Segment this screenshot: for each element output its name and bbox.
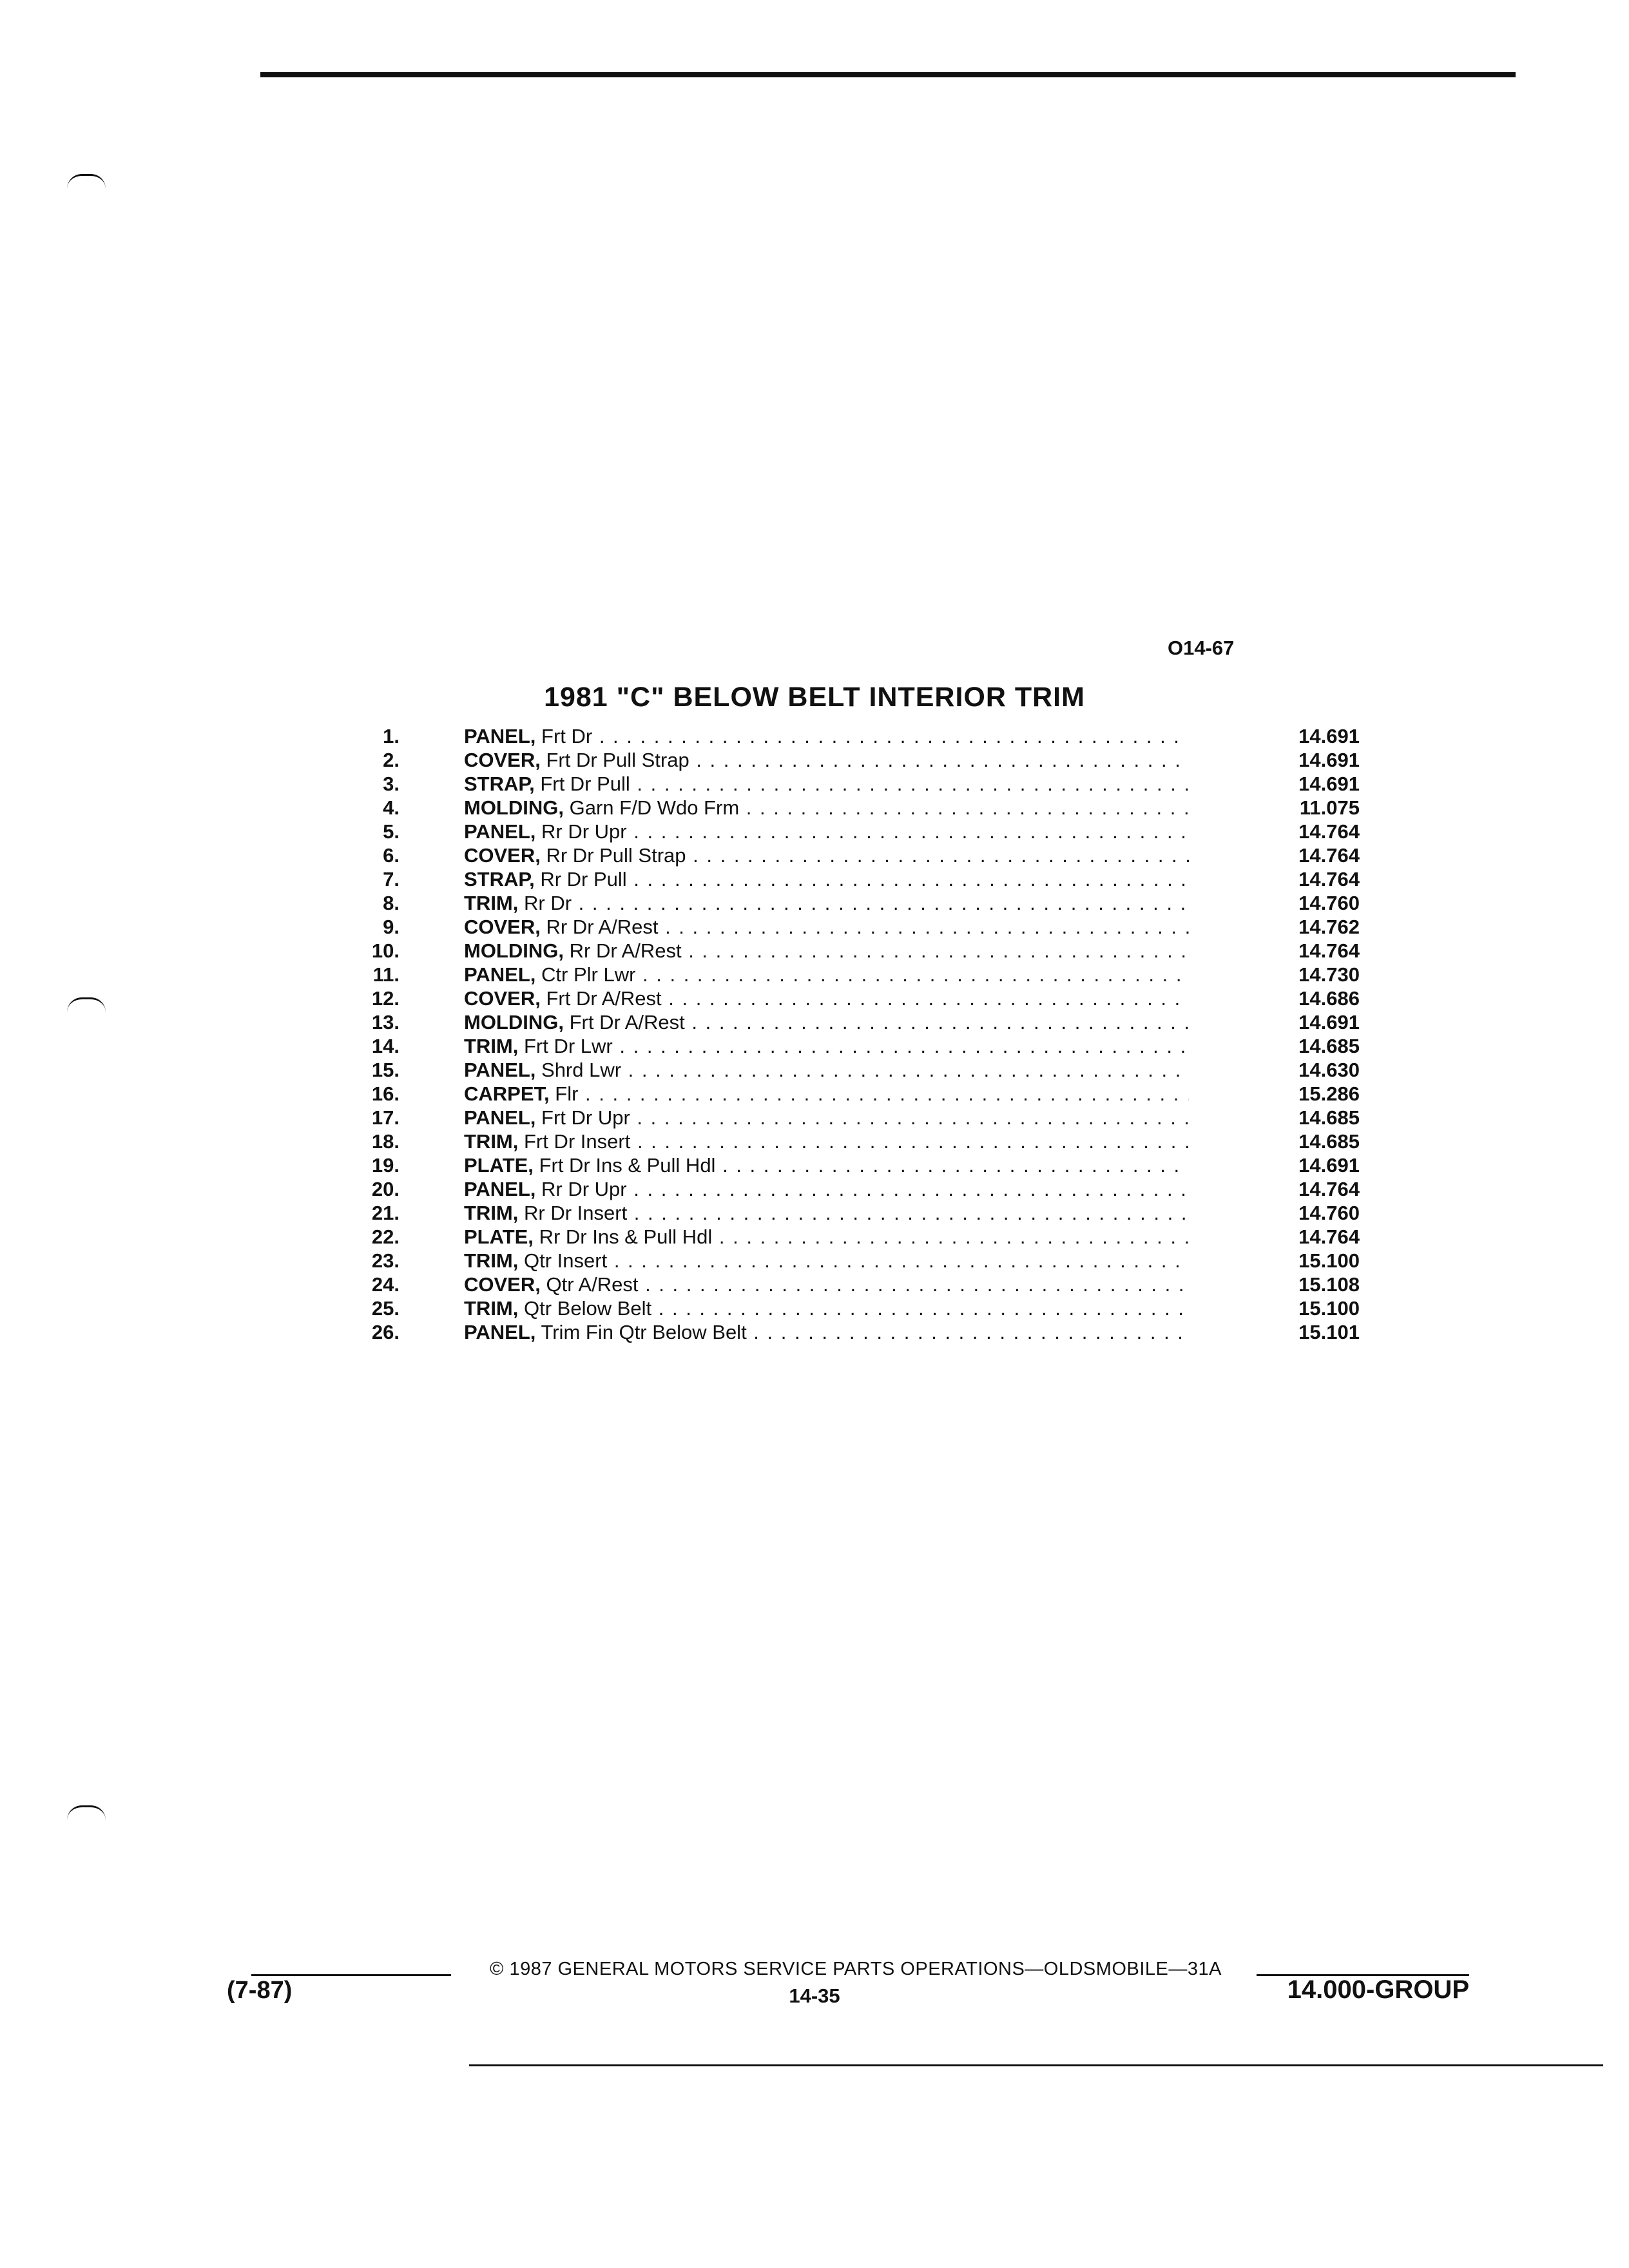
part-detail: Rr Dr bbox=[524, 892, 572, 914]
part-detail: Rr Dr Ins & Pull Hdl bbox=[539, 1225, 713, 1248]
group-reference: 14.764 bbox=[1298, 868, 1360, 890]
part-noun: COVER, bbox=[464, 916, 541, 938]
part-detail: Frt Dr Lwr bbox=[524, 1035, 613, 1057]
group-reference: 14.630 bbox=[1298, 1059, 1360, 1081]
part-noun: TRIM, bbox=[464, 892, 519, 914]
part-noun: TRIM, bbox=[464, 1035, 519, 1057]
part-description bbox=[464, 1273, 1189, 1296]
group-reference: 14.764 bbox=[1298, 939, 1360, 962]
part-detail: Rr Dr Pull Strap bbox=[546, 844, 686, 867]
part-detail: Garn F/D Wdo Frm bbox=[569, 796, 740, 819]
group-reference: 14.760 bbox=[1298, 892, 1360, 914]
item-number: 14. bbox=[371, 1035, 400, 1057]
item-number: 4. bbox=[383, 796, 400, 819]
part-description bbox=[464, 1153, 1189, 1177]
group-reference: 14.760 bbox=[1298, 1202, 1360, 1224]
item-number: 22. bbox=[371, 1225, 400, 1248]
part-noun: STRAP, bbox=[464, 773, 535, 795]
part-noun: PANEL, bbox=[464, 725, 536, 747]
part-description bbox=[464, 1082, 1189, 1106]
part-detail: Frt Dr A/Rest bbox=[546, 987, 662, 1010]
part-detail: Rr Dr Insert bbox=[524, 1202, 628, 1224]
part-detail: Qtr Below Belt bbox=[524, 1297, 652, 1320]
parts-row bbox=[348, 772, 1360, 796]
binder-hole-mark bbox=[67, 997, 106, 1012]
part-description bbox=[464, 891, 1189, 915]
binder-hole-mark bbox=[67, 174, 106, 189]
group-reference: 14.764 bbox=[1298, 1225, 1360, 1248]
item-number: 16. bbox=[371, 1082, 400, 1105]
part-noun: PLATE, bbox=[464, 1154, 534, 1177]
part-description bbox=[464, 1034, 1189, 1058]
item-number: 1. bbox=[383, 725, 400, 747]
part-description bbox=[464, 843, 1189, 867]
part-description bbox=[464, 1320, 1189, 1344]
part-detail: Frt Dr A/Rest bbox=[569, 1011, 685, 1033]
part-detail: Trim Fin Qtr Below Belt bbox=[541, 1321, 747, 1343]
bottom-rule bbox=[469, 2064, 1603, 2066]
parts-row bbox=[348, 1082, 1360, 1106]
item-number: 13. bbox=[371, 1011, 400, 1033]
part-description bbox=[464, 1201, 1189, 1225]
group-reference: 14.691 bbox=[1298, 749, 1360, 771]
group-reference: 14.764 bbox=[1298, 844, 1360, 867]
parts-row bbox=[348, 1296, 1360, 1320]
part-detail: Frt Dr bbox=[541, 725, 593, 747]
group-reference: 14.691 bbox=[1298, 725, 1360, 747]
item-number: 25. bbox=[371, 1297, 400, 1320]
part-noun: TRIM, bbox=[464, 1130, 519, 1153]
parts-row bbox=[348, 986, 1360, 1010]
part-detail: Qtr A/Rest bbox=[546, 1273, 639, 1296]
item-number: 20. bbox=[371, 1178, 400, 1200]
part-noun: TRIM, bbox=[464, 1297, 519, 1320]
part-noun: COVER, bbox=[464, 749, 541, 771]
parts-row bbox=[348, 1129, 1360, 1153]
copyright-line: © 1987 GENERAL MOTORS SERVICE PARTS OPERATIONS—OLDSMOBILE—31A bbox=[490, 1959, 1222, 1979]
item-number: 9. bbox=[383, 916, 400, 938]
item-number: 5. bbox=[383, 820, 400, 843]
parts-row bbox=[348, 1225, 1360, 1249]
part-detail: Flr bbox=[555, 1082, 579, 1105]
parts-row bbox=[348, 867, 1360, 891]
parts-row bbox=[348, 1249, 1360, 1273]
item-number: 7. bbox=[383, 868, 400, 890]
part-noun: MOLDING, bbox=[464, 796, 564, 819]
part-noun: COVER, bbox=[464, 844, 541, 867]
group-reference: 15.101 bbox=[1298, 1321, 1360, 1343]
group-reference: 11.075 bbox=[1299, 796, 1360, 819]
parts-row bbox=[348, 820, 1360, 843]
group-reference: 15.286 bbox=[1298, 1082, 1360, 1105]
item-number: 10. bbox=[371, 939, 400, 962]
parts-row bbox=[348, 1034, 1360, 1058]
parts-row bbox=[348, 1010, 1360, 1034]
footer-rule-left bbox=[251, 1974, 451, 1976]
parts-row bbox=[348, 843, 1360, 867]
group-reference: 14.685 bbox=[1298, 1035, 1360, 1057]
page-number: 14-35 bbox=[789, 1984, 840, 2007]
item-number: 19. bbox=[371, 1154, 400, 1177]
group-reference: 14.764 bbox=[1298, 1178, 1360, 1200]
item-number: 12. bbox=[371, 987, 400, 1010]
part-noun: STRAP, bbox=[464, 868, 535, 890]
part-noun: PANEL, bbox=[464, 1321, 536, 1343]
part-description bbox=[464, 915, 1189, 939]
part-detail: Rr Dr Pull bbox=[540, 868, 627, 890]
part-noun: COVER, bbox=[464, 1273, 541, 1296]
part-description bbox=[464, 820, 1189, 843]
part-description bbox=[464, 1106, 1189, 1129]
part-detail: Rr Dr Upr bbox=[541, 1178, 627, 1200]
part-noun: TRIM, bbox=[464, 1249, 519, 1272]
part-noun: MOLDING, bbox=[464, 1011, 564, 1033]
group-reference: 14.730 bbox=[1298, 963, 1360, 986]
item-number: 15. bbox=[371, 1059, 400, 1081]
page-title: 1981 "C" BELOW BELT INTERIOR TRIM bbox=[544, 682, 1085, 713]
group-reference: 14.685 bbox=[1298, 1106, 1360, 1129]
item-number: 24. bbox=[371, 1273, 400, 1296]
item-number: 21. bbox=[371, 1202, 400, 1224]
item-number: 18. bbox=[371, 1130, 400, 1153]
parts-row bbox=[348, 796, 1360, 820]
item-number: 3. bbox=[383, 773, 400, 795]
part-detail: Rr Dr A/Rest bbox=[569, 939, 682, 962]
part-detail: Frt Dr Pull Strap bbox=[546, 749, 689, 771]
part-detail: Qtr Insert bbox=[524, 1249, 608, 1272]
top-rule bbox=[260, 72, 1516, 77]
parts-row bbox=[348, 891, 1360, 915]
parts-list bbox=[348, 724, 1360, 1344]
part-noun: PLATE, bbox=[464, 1225, 534, 1248]
part-description bbox=[464, 1225, 1189, 1249]
part-description bbox=[464, 1010, 1189, 1034]
parts-row bbox=[348, 1177, 1360, 1201]
parts-row bbox=[348, 748, 1360, 772]
item-number: 11. bbox=[372, 963, 400, 986]
group-reference: 14.686 bbox=[1298, 987, 1360, 1010]
group-reference: 14.691 bbox=[1298, 1154, 1360, 1177]
part-detail: Frt Dr Ins & Pull Hdl bbox=[539, 1154, 716, 1177]
part-description bbox=[464, 1177, 1189, 1201]
parts-row bbox=[348, 1058, 1360, 1082]
parts-row bbox=[348, 1320, 1360, 1344]
part-description bbox=[464, 1129, 1189, 1153]
group-reference: 14.691 bbox=[1298, 773, 1360, 795]
parts-row bbox=[348, 724, 1360, 748]
part-description bbox=[464, 796, 1189, 820]
part-description bbox=[464, 963, 1189, 986]
parts-row bbox=[348, 1153, 1360, 1177]
item-number: 8. bbox=[383, 892, 400, 914]
part-detail: Rr Dr Upr bbox=[541, 820, 627, 843]
part-detail: Shrd Lwr bbox=[541, 1059, 622, 1081]
part-description bbox=[464, 748, 1189, 772]
revision-date: (7-87) bbox=[227, 1977, 293, 2004]
part-detail: Frt Dr Upr bbox=[541, 1106, 630, 1129]
part-noun: PANEL, bbox=[464, 820, 536, 843]
part-description bbox=[464, 1058, 1189, 1082]
group-reference: 15.108 bbox=[1298, 1273, 1360, 1296]
figure-reference: O14-67 bbox=[1168, 637, 1235, 659]
item-number: 2. bbox=[383, 749, 400, 771]
part-detail: Rr Dr A/Rest bbox=[546, 916, 659, 938]
part-noun: PANEL, bbox=[464, 1059, 536, 1081]
part-description bbox=[464, 939, 1189, 963]
group-reference: 14.764 bbox=[1298, 820, 1360, 843]
parts-row bbox=[348, 915, 1360, 939]
part-detail: Frt Dr Pull bbox=[540, 773, 630, 795]
part-noun: COVER, bbox=[464, 987, 541, 1010]
parts-row bbox=[348, 1106, 1360, 1129]
part-noun: MOLDING, bbox=[464, 939, 564, 962]
group-reference: 15.100 bbox=[1298, 1297, 1360, 1320]
parts-row bbox=[348, 1201, 1360, 1225]
part-noun: TRIM, bbox=[464, 1202, 519, 1224]
parts-row bbox=[348, 1273, 1360, 1296]
part-description bbox=[464, 1296, 1189, 1320]
part-detail: Ctr Plr Lwr bbox=[541, 963, 636, 986]
part-description bbox=[464, 772, 1189, 796]
part-description bbox=[464, 724, 1189, 748]
group-number: 14.000-GROUP bbox=[1287, 1975, 1469, 2004]
group-reference: 14.762 bbox=[1298, 916, 1360, 938]
part-noun: PANEL, bbox=[464, 1106, 536, 1129]
part-detail: Frt Dr Insert bbox=[524, 1130, 631, 1153]
binder-hole-mark bbox=[67, 1805, 106, 1820]
parts-row bbox=[348, 963, 1360, 986]
item-number: 26. bbox=[371, 1321, 400, 1343]
part-noun: PANEL, bbox=[464, 1178, 536, 1200]
part-noun: CARPET, bbox=[464, 1082, 550, 1105]
item-number: 6. bbox=[383, 844, 400, 867]
part-description bbox=[464, 1249, 1189, 1273]
group-reference: 14.691 bbox=[1298, 1011, 1360, 1033]
part-noun: PANEL, bbox=[464, 963, 536, 986]
group-reference: 14.685 bbox=[1298, 1130, 1360, 1153]
item-number: 17. bbox=[371, 1106, 400, 1129]
part-description bbox=[464, 986, 1189, 1010]
parts-row bbox=[348, 939, 1360, 963]
part-description bbox=[464, 867, 1189, 891]
group-reference: 15.100 bbox=[1298, 1249, 1360, 1272]
item-number: 23. bbox=[371, 1249, 400, 1272]
